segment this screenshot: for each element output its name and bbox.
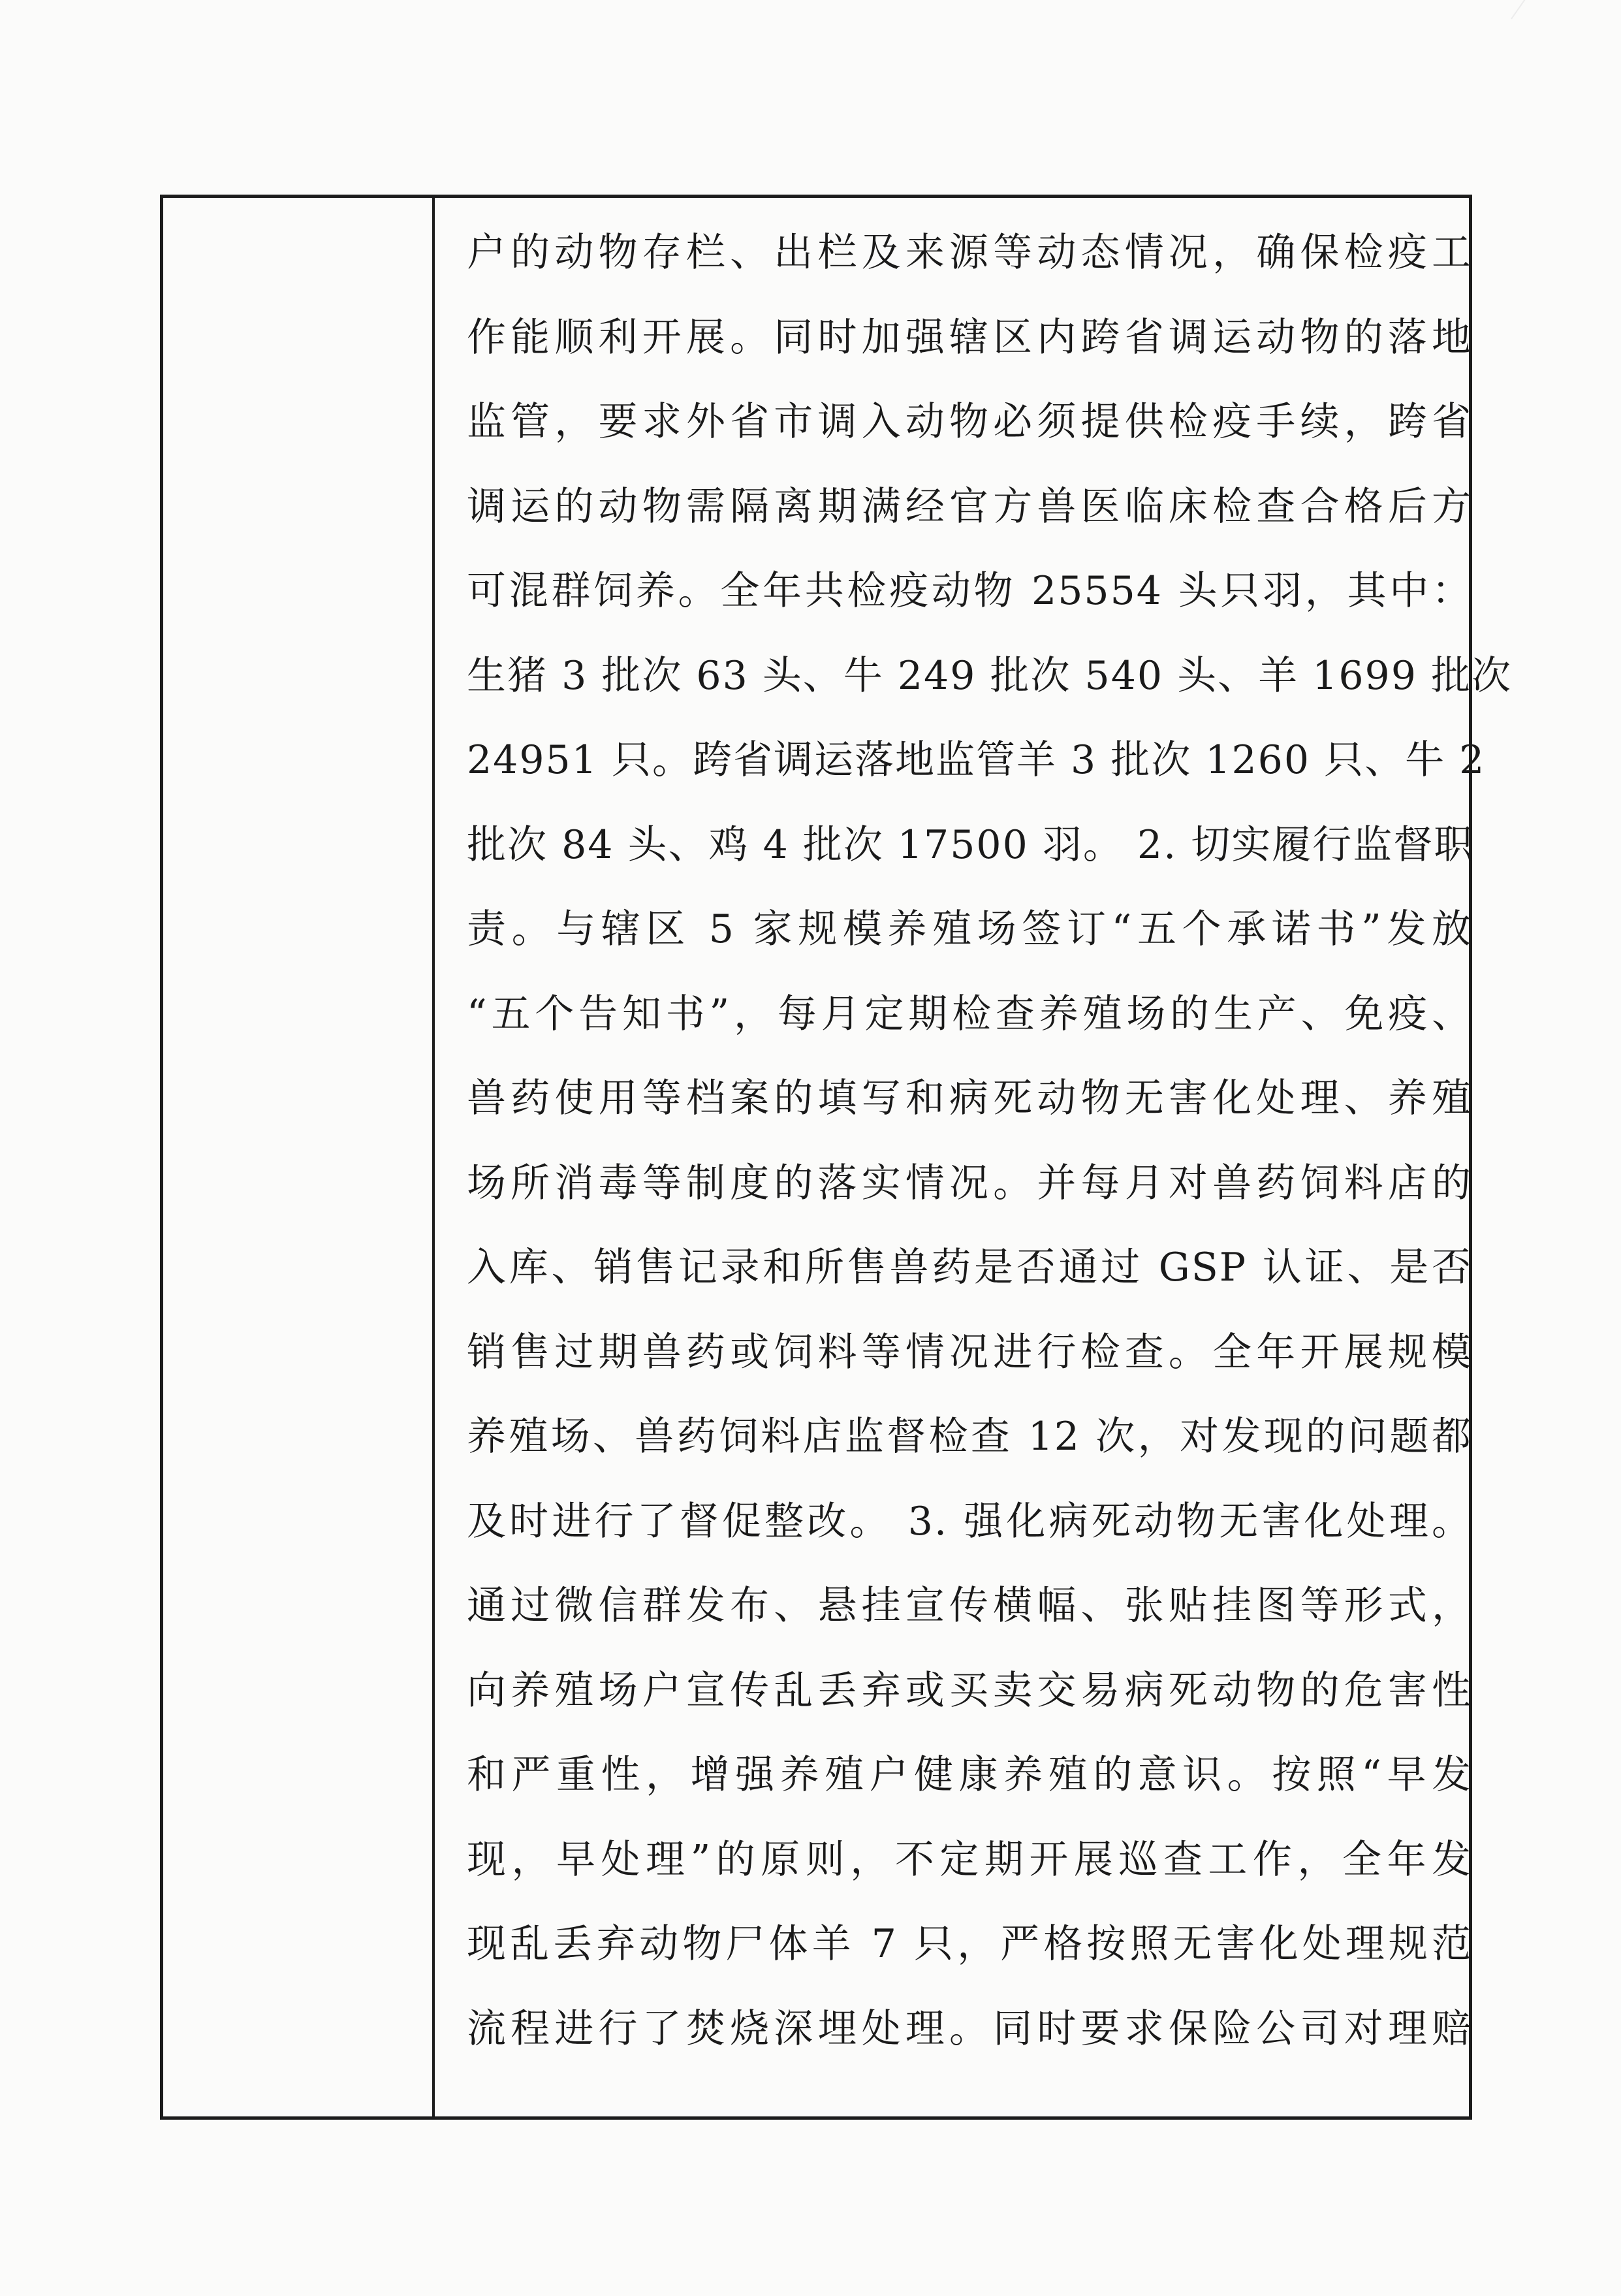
text-line: 现，早处理”的原则，不定期开展巡查工作，全年发 [467, 1836, 1472, 1883]
text-line: 作能顺利开展。同时加强辖区内跨省调运动物的落地 [467, 314, 1472, 360]
text-line: 24951 只。跨省调运落地监管羊 3 批次 1260 只、牛 2 [467, 737, 1486, 783]
text-line: 生猪 3 批次 63 头、牛 249 批次 540 头、羊 1699 批次 [467, 652, 1512, 699]
text-line: 通过微信群发布、悬挂宣传横幅、张贴挂图等形式， [467, 1583, 1472, 1629]
text-line: 现乱丢弃动物尸体羊 7 只，严格按照无害化处理规范 [467, 1921, 1472, 1967]
text-line: 监管，要求外省市调入动物必须提供检疫手续，跨省 [467, 399, 1472, 445]
text-line: 销售过期兽药或饲料等情况进行检查。全年开展规模 [467, 1329, 1472, 1375]
text-line: 批次 84 头、鸡 4 批次 17500 羽。 2. 切实履行监督职 [467, 821, 1475, 868]
table-content-cell [467, 211, 1512, 2105]
text-line: 责。与辖区 5 家规模养殖场签订“五个承诺书”发放 [467, 906, 1472, 952]
text-line: 调运的动物需隔离期满经官方兽医临床检查合格后方 [467, 483, 1472, 530]
page-corner-fold [1511, 0, 1621, 64]
text-line: “五个告知书”，每月定期检查养殖场的生产、免疫、 [467, 991, 1472, 1037]
text-line: 入库、销售记录和所售兽药是否通过 GSP 认证、是否 [467, 1245, 1472, 1290]
text-line: 养殖场、兽药饲料店监督检查 12 次，对发现的问题都 [467, 1414, 1472, 1459]
text-line: 可混群饲养。全年共检疫动物 25554 头只羽，其中： [467, 568, 1472, 614]
text-line: 及时进行了督促整改。 3. 强化病死动物无害化处理。 [467, 1498, 1472, 1544]
table-column-divider [432, 195, 435, 2120]
text-line: 和严重性，增强养殖户健康养殖的意识。按照“早发 [467, 1752, 1472, 1798]
table-left-cell [163, 198, 431, 2116]
text-line: 流程进行了焚烧深埋处理。同时要求保险公司对理赔 [467, 2005, 1472, 2052]
text-line: 向养殖场户宣传乱丢弃或买卖交易病死动物的危害性 [467, 1667, 1472, 1714]
text-line: 户的动物存栏、出栏及来源等动态情况，确保检疫工 [467, 230, 1472, 276]
text-line: 场所消毒等制度的落实情况。并每月对兽药饲料店的 [467, 1160, 1472, 1206]
text-line: 兽药使用等档案的填写和病死动物无害化处理、养殖 [467, 1076, 1472, 1121]
